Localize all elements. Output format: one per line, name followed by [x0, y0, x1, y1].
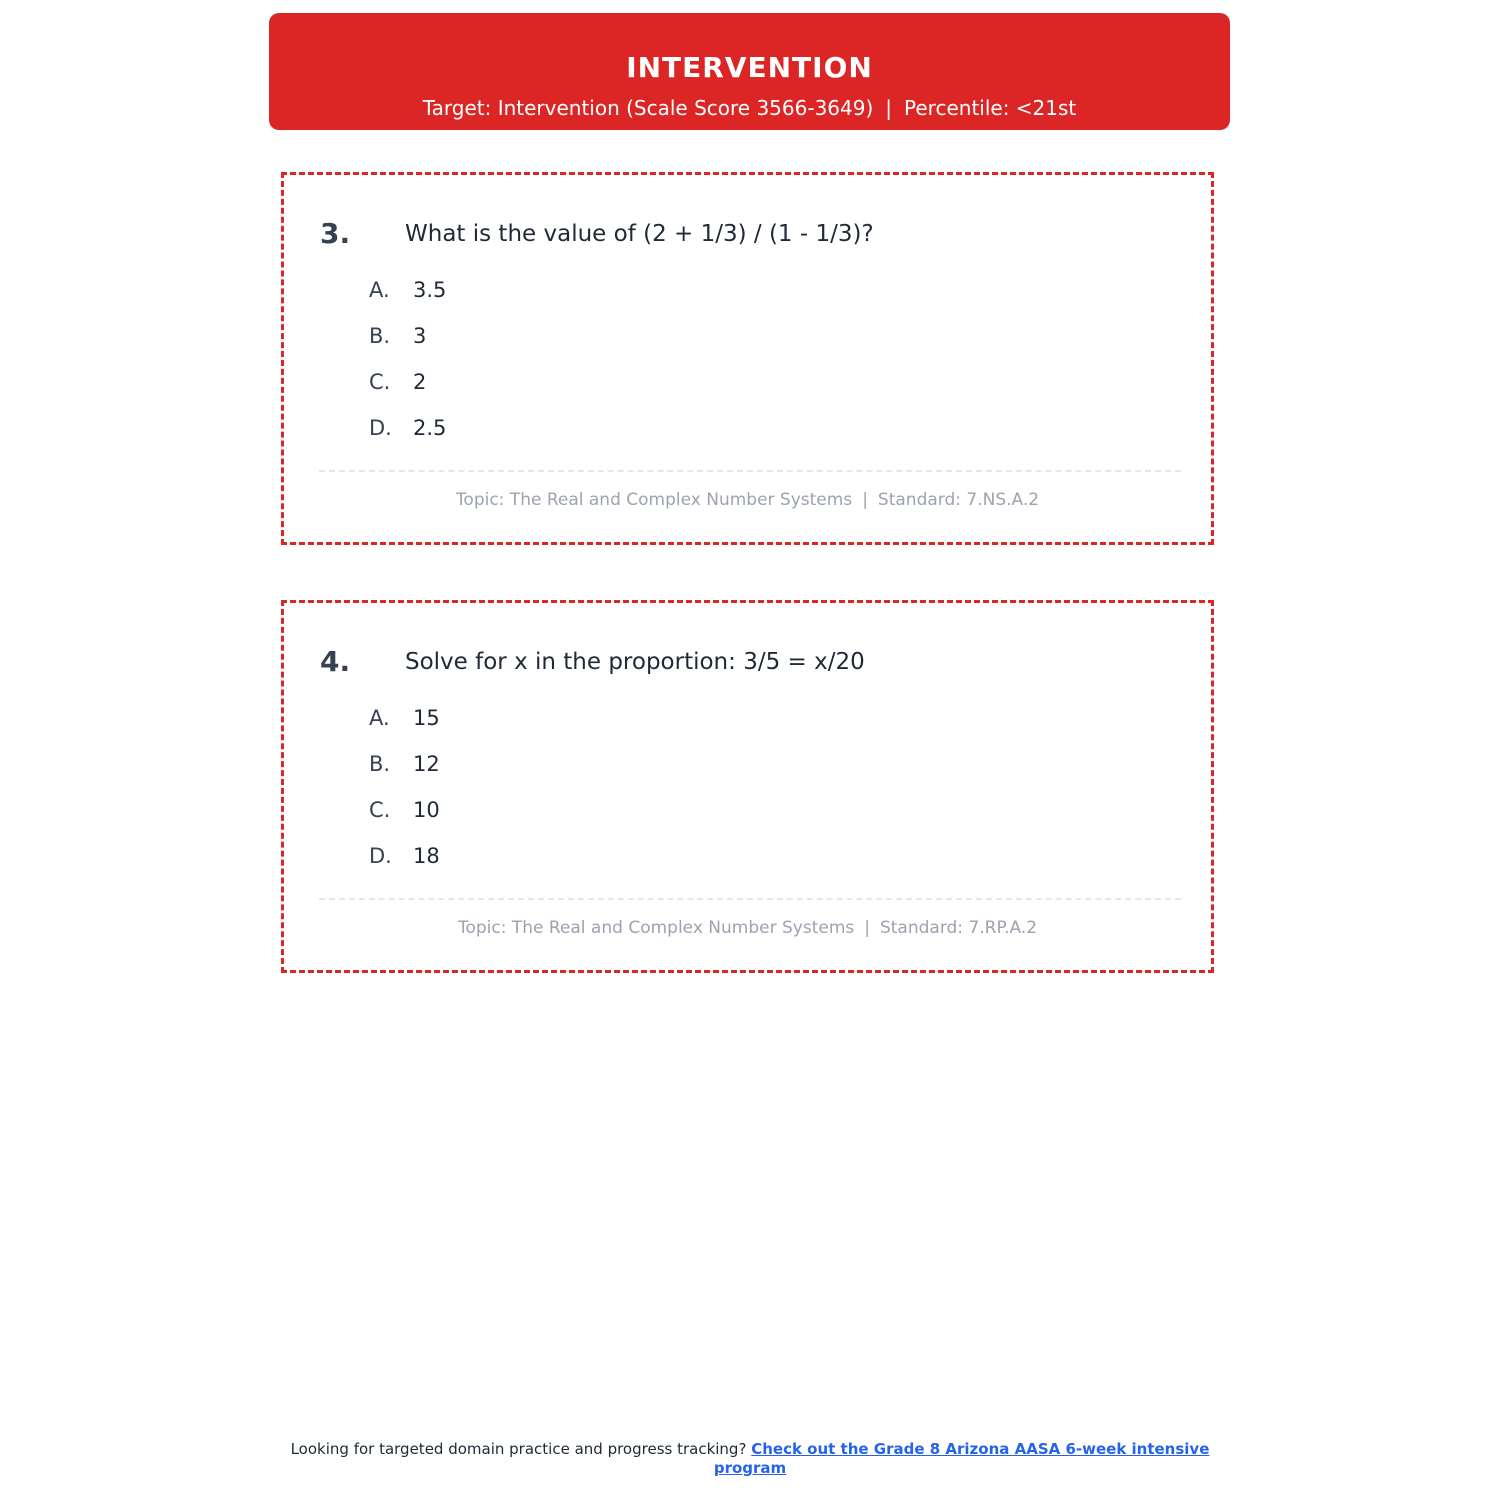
choice-letter: D. [369, 416, 392, 440]
topic-label: Topic: The Real and Complex Number Systems [457, 918, 855, 938]
choice-text: 18 [413, 844, 440, 868]
percentile: Percentile: <21st [904, 96, 1077, 120]
card-divider [319, 470, 1181, 472]
choice-text: 15 [413, 706, 440, 730]
answer-choice-b[interactable] [369, 321, 446, 367]
footer-promo [270, 1440, 1230, 1478]
question-number: 3. [320, 217, 351, 250]
choice-letter: C. [369, 370, 391, 394]
answer-choice-a[interactable] [369, 703, 440, 749]
card-divider [319, 898, 1181, 900]
answer-choice-c[interactable] [369, 367, 446, 413]
choice-letter: C. [369, 798, 391, 822]
meta-separator: | [862, 490, 868, 510]
answer-choice-b[interactable] [369, 749, 440, 795]
question-number: 4. [320, 645, 351, 678]
banner-subtitle [269, 95, 1230, 121]
answer-choice-d[interactable] [369, 841, 440, 887]
choice-text: 2.5 [413, 416, 447, 440]
choice-text: 2 [413, 370, 427, 394]
banner-separator: | [885, 96, 893, 120]
level-banner [269, 13, 1230, 130]
answer-choices [369, 703, 440, 887]
choice-text: 3.5 [413, 278, 447, 302]
choice-text: 3 [413, 324, 427, 348]
footer-prompt: Looking for targeted domain practice and progress tracking? [290, 1440, 747, 1458]
choice-letter: D. [369, 844, 392, 868]
answer-choice-a[interactable] [369, 275, 446, 321]
question-meta [284, 488, 1211, 512]
question-text: Solve for x in the proportion: 3/5 = x/20 [405, 649, 865, 675]
choice-letter: A. [369, 706, 390, 730]
meta-separator: | [864, 918, 870, 938]
choice-text: 10 [413, 798, 440, 822]
standard-label: Standard: 7.NS.A.2 [877, 490, 1040, 510]
target-range: Target: Intervention (Scale Score 3566-3649) [422, 96, 874, 120]
banner-title: INTERVENTION [626, 51, 873, 84]
question-meta [284, 916, 1211, 940]
choice-letter: B. [369, 324, 391, 348]
answer-choices [369, 275, 446, 459]
question-text: What is the value of (2 + 1/3) / (1 - 1/3)? [405, 221, 874, 247]
answer-choice-c[interactable] [369, 795, 440, 841]
choice-letter: B. [369, 752, 391, 776]
standard-label: Standard: 7.RP.A.2 [879, 918, 1038, 938]
program-link[interactable]: Check out the Grade 8 Arizona AASA 6-week intensive program [713, 1440, 1210, 1477]
question-card [281, 600, 1214, 973]
choice-text: 12 [413, 752, 440, 776]
question-card [281, 172, 1214, 545]
choice-letter: A. [369, 278, 390, 302]
topic-label: Topic: The Real and Complex Number Systems [455, 490, 853, 510]
answer-choice-d[interactable] [369, 413, 446, 459]
